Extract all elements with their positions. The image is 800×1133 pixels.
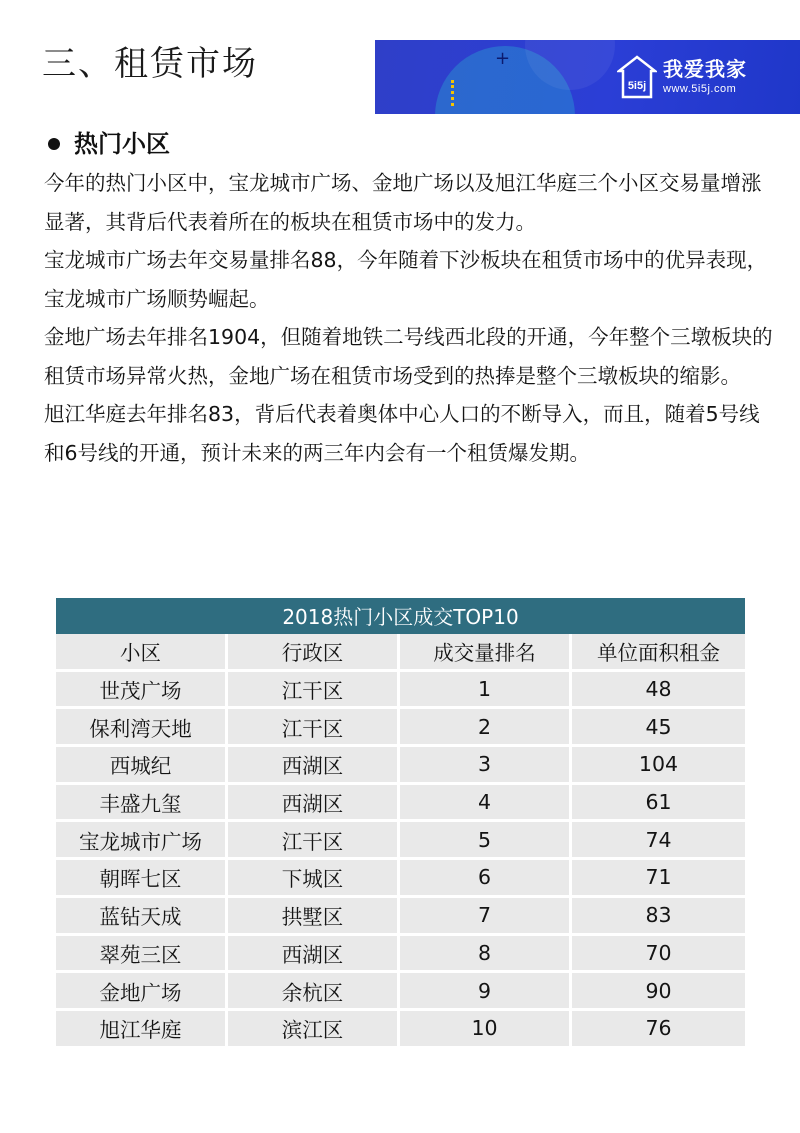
cell-rent: 76 [572, 1011, 745, 1049]
column-header: 小区 [56, 634, 228, 672]
cell-rent: 74 [572, 822, 745, 860]
brand-banner [375, 40, 800, 114]
cell-community: 蓝钻天成 [56, 898, 228, 936]
cell-rent: 48 [572, 672, 745, 710]
table-row [56, 822, 745, 860]
column-header: 成交量排名 [400, 634, 572, 672]
body-text [44, 164, 780, 472]
cell-rank: 5 [400, 822, 572, 860]
cell-rank: 7 [400, 898, 572, 936]
cell-rank: 6 [400, 860, 572, 898]
subheading [48, 125, 170, 163]
cell-district: 西湖区 [228, 936, 400, 974]
cell-rent: 70 [572, 936, 745, 974]
brand-name: 我爱我家 [663, 57, 747, 81]
cell-rent: 61 [572, 785, 745, 823]
brand-logo-block [617, 52, 747, 102]
cell-community: 旭江华庭 [56, 1011, 228, 1049]
bullet-icon [48, 138, 60, 150]
section-title: 三、租赁市场 [42, 44, 258, 84]
cell-district: 江干区 [228, 672, 400, 710]
cell-community: 西城纪 [56, 747, 228, 785]
table-row [56, 1011, 745, 1049]
plus-icon: + [495, 48, 511, 69]
cell-rent: 90 [572, 973, 745, 1011]
cell-rank: 9 [400, 973, 572, 1011]
table-row [56, 747, 745, 785]
cell-rank: 1 [400, 672, 572, 710]
cell-district: 江干区 [228, 709, 400, 747]
cell-rent: 83 [572, 898, 745, 936]
cell-rank: 10 [400, 1011, 572, 1049]
cell-community: 翠苑三区 [56, 936, 228, 974]
table-row [56, 898, 745, 936]
cell-district: 拱墅区 [228, 898, 400, 936]
table-header-row [56, 634, 745, 672]
paragraph: 旭江华庭去年排名83，背后代表着奥体中心人口的不断导入，而且，随着5号线和6号线的开通，预计未来的两三年内会有一个租赁爆发期。 [44, 402, 760, 465]
cell-rank: 2 [400, 709, 572, 747]
subheading-text: 热门小区 [74, 130, 170, 158]
cell-district: 下城区 [228, 860, 400, 898]
cell-community: 宝龙城市广场 [56, 822, 228, 860]
cell-district: 余杭区 [228, 973, 400, 1011]
cell-rank: 4 [400, 785, 572, 823]
cell-district: 西湖区 [228, 747, 400, 785]
squiggle-decoration [451, 80, 458, 106]
table-row [56, 973, 745, 1011]
cell-rent: 45 [572, 709, 745, 747]
cell-community: 世茂广场 [56, 672, 228, 710]
cell-district: 滨江区 [228, 1011, 400, 1049]
logo-lettering: 5i5j [627, 80, 647, 92]
cell-rent: 104 [572, 747, 745, 785]
table-row [56, 709, 745, 747]
brand-url: www.5i5j.com [663, 83, 737, 95]
table-row [56, 785, 745, 823]
cell-district: 江干区 [228, 822, 400, 860]
top10-table [56, 598, 745, 1049]
column-header: 单位面积租金 [572, 634, 745, 672]
house-logo-icon [617, 55, 657, 99]
table-row [56, 936, 745, 974]
cell-rank: 3 [400, 747, 572, 785]
cell-district: 西湖区 [228, 785, 400, 823]
table-title: 2018热门小区成交TOP10 [56, 598, 745, 634]
paragraph: 今年的热门小区中，宝龙城市广场、金地广场以及旭江华庭三个小区交易量增涨显著，其背后代表着所在的板块在租赁市场中的发力。 [44, 171, 762, 234]
cell-community: 保利湾天地 [56, 709, 228, 747]
paragraph: 宝龙城市广场去年交易量排名88，今年随着下沙板块在租赁市场中的优异表现，宝龙城市广场顺势崛起。 [44, 248, 768, 311]
cell-community: 金地广场 [56, 973, 228, 1011]
cell-rent: 71 [572, 860, 745, 898]
cell-community: 朝晖七区 [56, 860, 228, 898]
column-header: 行政区 [228, 634, 400, 672]
cell-rank: 8 [400, 936, 572, 974]
cell-community: 丰盛九玺 [56, 785, 228, 823]
paragraph: 金地广场去年排名1904，但随着地铁二号线西北段的开通，今年整个三墩板块的租赁市场异常火热，金地广场在租赁市场受到的热捧是整个三墩板块的缩影。 [44, 325, 773, 388]
table-row [56, 672, 745, 710]
table-row [56, 860, 745, 898]
data-table [56, 634, 745, 1049]
